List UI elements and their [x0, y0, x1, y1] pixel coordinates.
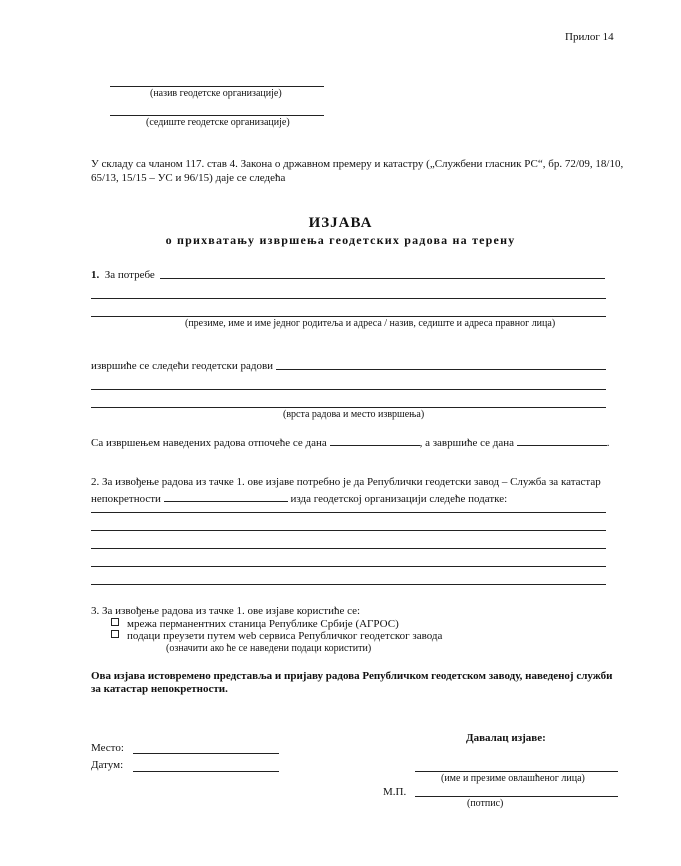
section2-line2-start: непокретности	[91, 493, 161, 505]
data-field-2[interactable]	[91, 530, 606, 531]
org-seat-caption: (седиште геодетске организације)	[146, 117, 290, 128]
section3-heading: 3. За извођење радова из тачке 1. ове изјаве користиће се:	[91, 605, 361, 617]
works-field-2[interactable]	[91, 389, 606, 390]
person-caption: (презиме, име и име једног родитеља и адреса / назив, седиште и адреса правног лица)	[185, 318, 556, 329]
org-seat-line	[110, 115, 324, 116]
section3-note: (означити ако ће се наведени подаци користити)	[166, 643, 372, 654]
signature-caption: (потпис)	[467, 798, 504, 809]
cadastre-service-field[interactable]	[164, 490, 288, 502]
for-needs-field[interactable]	[160, 278, 605, 279]
start-label: Са извршењем наведених радова отпочеће се дана	[91, 437, 327, 449]
works-caption: (врста радова и место извршења)	[283, 409, 425, 420]
section2-line-2	[91, 490, 507, 506]
declaration-line-2: за катастар непокретности.	[91, 683, 228, 695]
intro-line-1: У складу са чланом 117. став 4. Закона о државном премеру и катастру („Службени гласник РС“, бр. 72/09, 18/10,	[91, 158, 624, 170]
web-service-checkbox[interactable]	[111, 630, 119, 638]
stamp-label: М.П.	[383, 786, 407, 798]
document-title: ИЗЈАВА	[308, 215, 373, 231]
place-label: Место:	[91, 742, 124, 754]
end-dot: .	[606, 437, 610, 449]
date-field[interactable]	[133, 771, 279, 772]
section1-number: 1.	[91, 269, 100, 281]
section2-line2-end: изда геодетској организацији следеће податке:	[290, 493, 508, 505]
start-date-field[interactable]	[330, 434, 420, 446]
authorized-caption: (име и презиме овлашћеног лица)	[441, 773, 585, 784]
for-needs-label: За потребе	[104, 269, 155, 281]
for-needs-field-2[interactable]	[91, 298, 606, 299]
works-field-3[interactable]	[91, 407, 606, 408]
document-subtitle: о прихватању извршења геодетских радова на терену	[165, 233, 516, 247]
dates-row	[91, 434, 610, 450]
statement-giver-label: Давалац изјаве:	[466, 732, 546, 744]
date-label: Датум:	[91, 759, 124, 771]
end-date-field[interactable]	[517, 434, 607, 446]
authorized-person-field[interactable]	[415, 771, 618, 772]
section1-for-needs	[91, 269, 155, 282]
agros-checkbox[interactable]	[111, 618, 119, 626]
section2-line-1: 2. За извођење радова из тачке 1. ове изјаве потребно је да Републички геодетски завод – Служба за катастар	[91, 476, 601, 488]
agros-label: мрежа перманентних станица Републике Србије (АГРОС)	[127, 618, 399, 630]
for-needs-field-3[interactable]	[91, 316, 606, 317]
option-web-service[interactable]	[111, 630, 442, 643]
org-name-caption: (назив геодетске организације)	[150, 88, 282, 99]
works-field[interactable]	[276, 369, 606, 370]
end-label: , а завршиће се дана	[419, 437, 515, 449]
data-field-4[interactable]	[91, 566, 606, 567]
data-field-5[interactable]	[91, 584, 606, 585]
web-service-label: подаци преузети путем web сервиса Републичког геодетског завода	[127, 630, 443, 642]
org-name-line	[110, 86, 324, 87]
data-field-1[interactable]	[91, 512, 606, 513]
intro-line-2: 65/13, 15/15 – УС и 96/15) даје се следећа	[91, 172, 286, 184]
works-label: извршиће се следећи геодетски радови	[91, 360, 274, 372]
place-field[interactable]	[133, 753, 279, 754]
signature-field[interactable]	[415, 796, 618, 797]
attachment-label: Прилог 14	[565, 31, 614, 43]
data-field-3[interactable]	[91, 548, 606, 549]
declaration-line-1: Ова изјава истовремено представља и пријаву радова Републичком геодетском заводу, наведеној служби	[91, 670, 613, 682]
